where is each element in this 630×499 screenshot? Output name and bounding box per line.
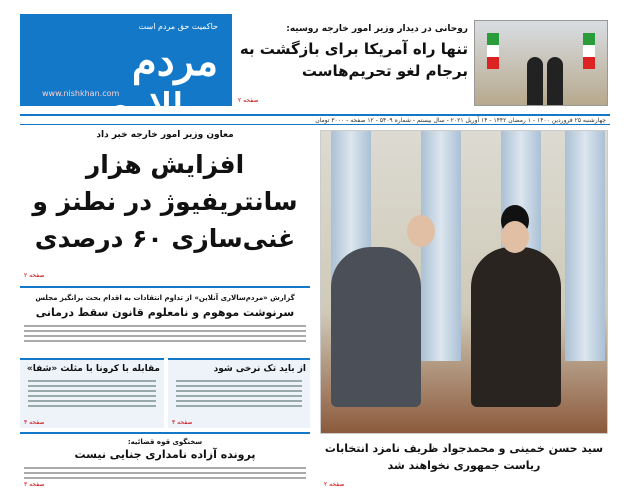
column-headline[interactable]: از باید تک نرخی شود (213, 364, 306, 374)
top-story-photo[interactable] (474, 20, 608, 106)
person-head (501, 221, 529, 253)
dateline: چهارشنبه ۲۵ فروردین ۱۴۰۰ - ۱ رمضان ۱۴۴۲ - ۱۴ آوریل ۲۰۲۱ - سال بیستم - شماره ۵۴۰۹ - ۱۲ صفحه - ۳۰۰۰ تومان (20, 114, 610, 125)
second-story[interactable] (20, 286, 310, 356)
bottom-story[interactable] (20, 432, 310, 490)
main-story-kicker: معاون وزیر امور خارجه خبر داد (96, 130, 234, 140)
main-story-headline[interactable]: افزایش هزار سانتریفیوژ در نطنز و غنی‌سازی ۶۰ درصدی (32, 150, 298, 253)
photo-caption-headline[interactable]: سید حسن خمینی و محمدجواد ظریف نامزد انتخابات ریاست جمهوری نخواهند شد (324, 442, 604, 472)
flag-icon (487, 33, 499, 69)
person-figure (547, 57, 563, 105)
person-figure (527, 57, 543, 105)
top-story-headline[interactable]: تنها راه آمریکا برای بازگشت به برجام لغو تحریم‌هاست (239, 40, 468, 80)
curtain (565, 131, 605, 361)
second-story-headline[interactable]: سرنوشت موهوم و نامعلوم قانون سقط درمانی (35, 306, 295, 319)
person-head (407, 215, 435, 247)
main-story-page-tag: صفحه ۲ (24, 272, 45, 279)
article-body (172, 380, 306, 407)
person-khomeini (471, 247, 561, 407)
main-story[interactable] (20, 128, 310, 278)
article-body (24, 380, 160, 407)
column-page-tag: صفحه ۴ (24, 419, 45, 426)
flag-icon (583, 33, 595, 69)
article-body (20, 467, 310, 479)
photo-caption[interactable] (320, 436, 608, 490)
top-story[interactable] (238, 14, 468, 106)
column-headline[interactable]: مقابله با کرونا با مثلث «شفا» (26, 364, 160, 374)
bottom-story-page-tag: صفحه ۳ (24, 481, 45, 488)
logo-wordmark: مردم سالاری (98, 38, 218, 132)
column-story[interactable] (20, 358, 164, 428)
logo-tagline: حاکمیت حق مردم است (138, 22, 218, 31)
lead-photo[interactable] (320, 130, 608, 434)
newspaper-logo[interactable] (20, 14, 232, 132)
logo-url: www.nishkhan.com (42, 89, 120, 98)
second-story-kicker: گزارش «مردم‌سالاری آنلاین» از تداوم انتقادات به اقدام بحث برانگیز مجلس (35, 294, 295, 302)
bottom-story-kicker: سخنگوی قوه قضائیه: (127, 438, 203, 446)
photo-caption-page-tag: صفحه ۲ (324, 481, 345, 488)
column-page-tag: صفحه ۴ (172, 419, 193, 426)
person-zarif (331, 247, 421, 407)
bottom-story-headline[interactable]: پرونده آزاده نامداری جنایی نیست (74, 448, 256, 461)
column-story[interactable] (168, 358, 310, 428)
top-story-page-tag: صفحه ۲ (238, 97, 259, 104)
top-story-kicker: روحانی در دیدار وزیر امور خارجه روسیه: (286, 24, 468, 34)
article-body (20, 325, 310, 342)
curtain (421, 131, 461, 361)
